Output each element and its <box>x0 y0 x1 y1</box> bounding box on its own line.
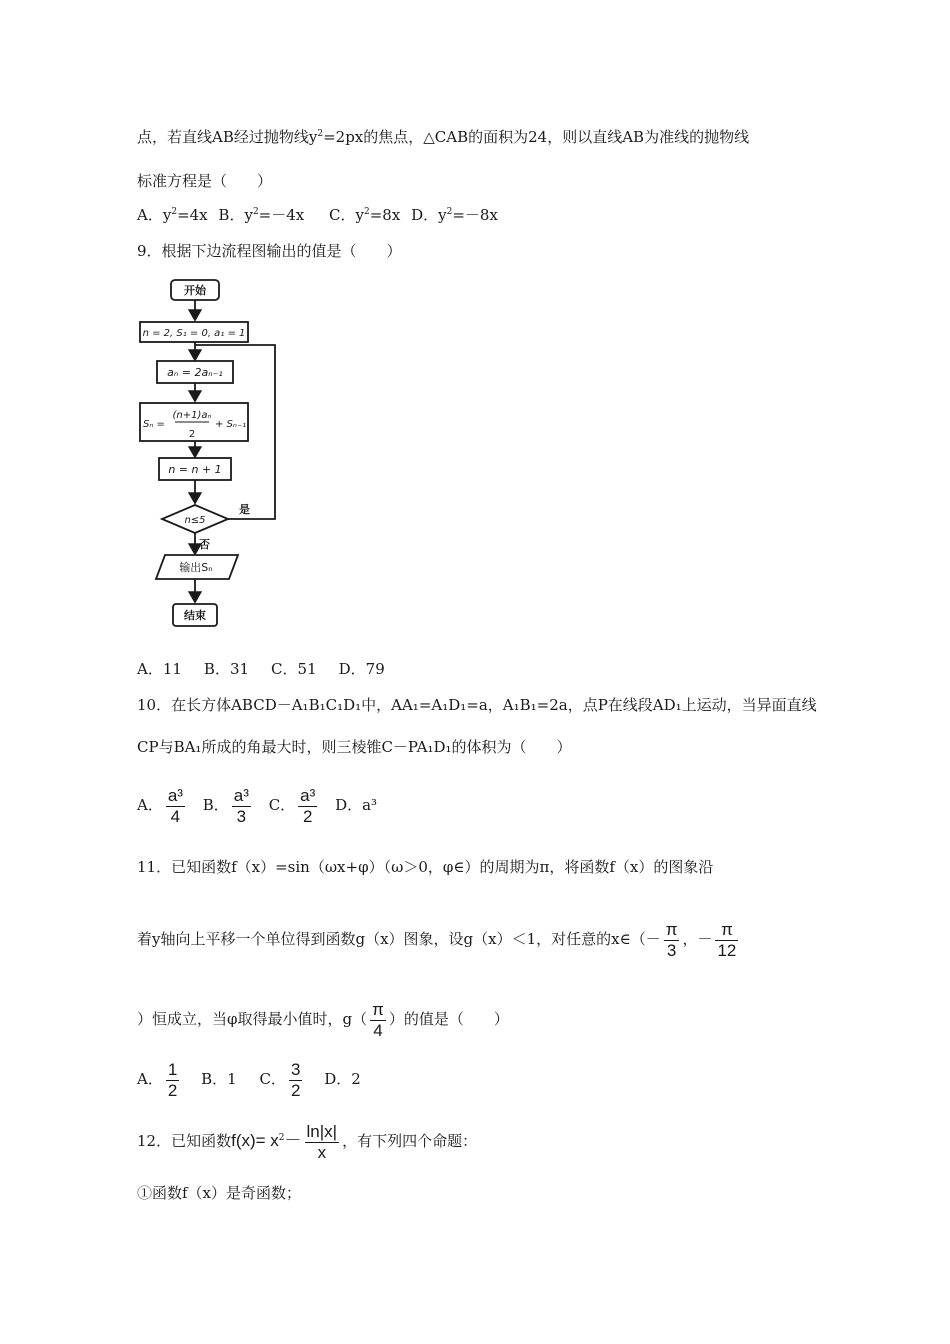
q11-option-b: B．1 <box>201 1070 237 1088</box>
flow-step2-den: 2 <box>188 429 196 440</box>
q10-option-b: B． $\frac{\text{a³}}{3}$ <box>202 785 249 826</box>
flow-step2-num: (n+1)aₙ <box>172 410 212 421</box>
flow-step2-left: Sₙ = <box>143 419 165 430</box>
flow-no-label: 否 <box>199 538 210 551</box>
q8-option-a: A．$y^2=4x$ <box>137 206 208 224</box>
q10-line2: CP与BA₁所成的角最大时，则三棱锥C－PA₁D₁的体积为（ ） <box>137 738 572 756</box>
q8-option-b: B．$y^2=-4x$ <box>218 206 305 224</box>
q9-options <box>137 658 407 680</box>
q10-options <box>137 780 377 830</box>
q10-line1: 10．在长方体ABCD－A₁B₁C₁D₁中，AA₁=A₁D₁=a，A₁B₁=2a，点P在线段AD₁上运动，当异面直线 <box>137 696 817 714</box>
q11-option-a: A． $\frac{1}{2}$ <box>137 1059 178 1100</box>
q9-text: 9．根据下边流程图输出的值是（ ） <box>137 242 402 260</box>
q9-option-c: C．51 <box>271 660 317 678</box>
q8-line1: 点，若直线AB经过抛物线$y^2=2px$的焦点，△CAB的面积为24，则以直线AB为准线的抛物线 <box>137 128 750 146</box>
q9-flowchart <box>135 272 285 634</box>
flow-step2-right: + Sₙ₋₁ <box>215 419 247 430</box>
q11-frac-pi-3: $\frac{\pi}{3}$ <box>665 919 678 960</box>
q12-frac: $\frac{\ln|x|}{x}$ <box>306 1121 338 1162</box>
flow-end-label: 结束 <box>184 609 206 622</box>
q9-option-d: D．79 <box>338 660 385 678</box>
q11-option-d: D．2 <box>324 1070 361 1088</box>
q8-line2: 标准方程是（ ） <box>137 172 273 190</box>
q9-option-a: A．11 <box>137 660 182 678</box>
flow-start-label: 开始 <box>184 284 206 297</box>
flow-step3-label: n = n + 1 <box>168 463 222 476</box>
q11-option-c: C． $\frac{3}{2}$ <box>259 1059 301 1100</box>
q10-option-a: A． $\frac{\text{a³}}{4}$ <box>137 785 183 826</box>
q8-option-d: D．$y^2=-8x$ <box>411 206 498 224</box>
flow-yes-label: 是 <box>239 503 250 516</box>
q12-item1: ①函数f（x）是奇函数； <box>137 1184 302 1202</box>
flow-decision-label: n≤5 <box>184 515 206 526</box>
flow-init-label: n = 2, S₁ = 0, a₁ = 1 <box>142 328 246 339</box>
q12-line1: 12．已知函数$f(x)= x^2-$ $\frac{\ln|x|}{x}$ ，有下列四个命题： <box>137 1121 478 1162</box>
flow-step1-label: aₙ = 2aₙ₋₁ <box>167 366 223 379</box>
flow-output-label: 输出Sₙ <box>179 561 213 574</box>
q9-option-b: B．31 <box>203 660 250 678</box>
q11-frac-pi-4: $\frac{\pi}{4}$ <box>372 999 384 1040</box>
q11-line3: ）恒成立，当φ取得最小值时，g（ $\frac{\pi}{4}$ ）的值是（ ） <box>137 999 509 1040</box>
q11-line1: 11．已知函数f（x）=sin（ωx+φ）（ω＞0，φ∈）的周期为π，将函数f（x）的图象沿 <box>137 858 714 876</box>
q11-frac-pi-12: $\frac{\pi}{12}$ <box>717 919 737 960</box>
q11-options <box>137 1054 361 1104</box>
q10-option-c: C． $\frac{\text{a³}}{2}$ <box>268 785 316 826</box>
q10-option-d: D．a³ <box>335 796 378 814</box>
q11-line2: 着y轴向上平移一个单位得到函数g（x）图象，设g（x）＜1，对任意的x∈（－ $\frac{\pi}{3}$ ，－ $\frac{\pi}{12}$ <box>137 919 737 960</box>
q8-options <box>137 204 520 226</box>
q8-option-c: C．$y^2=8x$ <box>329 206 401 224</box>
